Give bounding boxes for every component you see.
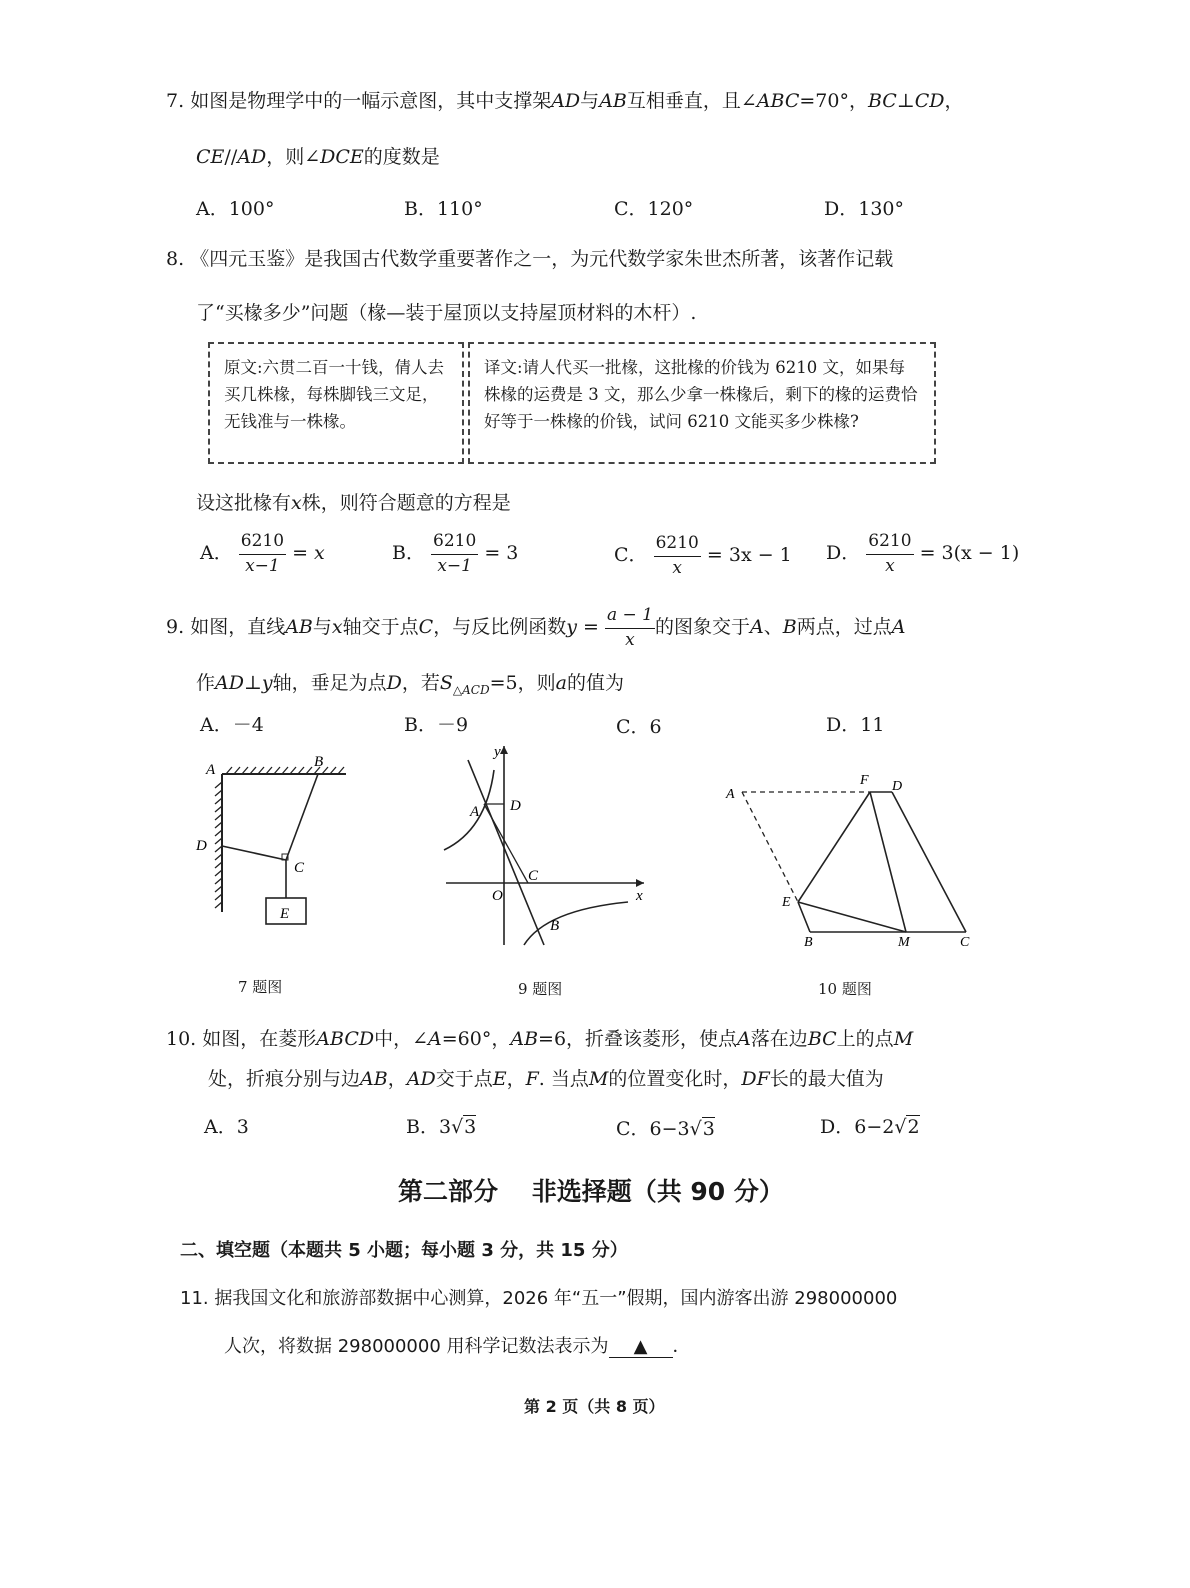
fig9-label-d: D — [510, 798, 521, 814]
fig10-label-a: A — [726, 787, 735, 802]
fig9-label-y: y — [494, 744, 501, 760]
q9-number: 9. — [166, 616, 185, 639]
figure-10 — [720, 766, 980, 950]
q8-option-a: A． $\frac{6210}{x-1}$ = x — [200, 531, 325, 576]
fig7-label-c: C — [294, 860, 305, 876]
q10-number: 10. — [166, 1028, 197, 1050]
q7-number: 7. — [166, 90, 185, 112]
fig7-label-e: E — [280, 906, 290, 922]
fig10-label-m: M — [898, 935, 910, 950]
figure-7 — [190, 752, 360, 932]
q8-option-d-fraction: $\frac{6210}{x}$ — [868, 531, 912, 576]
q11-line2: 人次，将数据 298000000 用科学记数法表示为 ▲ ． — [224, 1336, 691, 1357]
q8-option-a-fraction: $\frac{6210}{x-1}$ — [240, 531, 285, 576]
q7-option-c: C．120° — [614, 198, 694, 220]
q9-line1: 9. 如图，直线AB与x轴交于点C，与反比例函数y = $\frac{a - 1}{x}$ 的图象交于A、B两点，过点A — [166, 605, 906, 650]
answer-blank[interactable] — [609, 1336, 673, 1358]
q8-line1: 8. 《四元玉鉴》是我国古代数学重要著作之一，为元代数学家朱世杰所著，该著作记载 — [166, 248, 894, 270]
q10-option-a: A．3 — [204, 1116, 249, 1138]
fig9-label-a: A — [470, 804, 480, 820]
section2-heading: 二、填空题（本题共 5 小题；每小题 3 分，共 15 分） — [180, 1240, 628, 1261]
q8-setup: 设这批椽有x株，则符合题意的方程是 — [196, 492, 511, 514]
fig10-label-d: D — [892, 779, 903, 794]
fig9-label-x: x — [636, 888, 643, 904]
q9-line2: 作AD⊥y轴，垂足为点D，若$S_{\triangle ACD}=5$，则a的值为 — [196, 672, 624, 697]
fig7-label-d: D — [196, 838, 207, 854]
q9-function-fraction: $\frac{a - 1}{x}$ — [606, 605, 653, 650]
figure-9-caption: 9 题图 — [518, 980, 563, 998]
fig7-label-a: A — [206, 762, 216, 778]
q7-line2: CE//AD，则∠DCE的度数是 — [196, 146, 440, 168]
q7-option-a: A．100° — [196, 198, 275, 220]
q9-option-c: C．6 — [616, 716, 662, 738]
figure-7-caption: 7 题图 — [238, 978, 283, 996]
q9-option-b: B．－9 — [404, 714, 469, 736]
fig10-label-e: E — [782, 895, 791, 910]
fig7-label-b: B — [314, 754, 324, 770]
q8-option-c-fraction: $\frac{6210}{x}$ — [655, 533, 699, 578]
q10-option-c: C．6−3√3 — [616, 1118, 715, 1140]
q9-option-d: D．11 — [826, 714, 885, 736]
q8-option-b: B． $\frac{6210}{x-1}$ = 3 — [392, 531, 519, 576]
fig9-label-b: B — [550, 918, 560, 934]
fig9-label-o: O — [492, 888, 503, 904]
fig9-label-c: C — [528, 868, 539, 884]
q8-option-d: D． $\frac{6210}{x}$ = 3(x − 1) — [826, 531, 1020, 576]
part2-heading: 第二部分 非选择题（共 90 分） — [398, 1177, 784, 1206]
q11-number: 11. — [180, 1288, 209, 1309]
q9-option-a: A．－4 — [200, 714, 264, 736]
q10-option-b: B．3√3 — [406, 1116, 477, 1138]
triangle-marker-icon: ▲ — [633, 1336, 648, 1357]
q8-option-b-fraction: $\frac{6210}{x-1}$ — [433, 531, 477, 576]
fig10-label-c: C — [960, 935, 970, 950]
q11-line1: 11. 据我国文化和旅游部数据中心测算，2026 年“五一”假期，国内游客出游 298000000 — [180, 1288, 898, 1309]
figure-10-caption: 10 题图 — [818, 980, 872, 998]
q8-option-c: C． $\frac{6210}{x}$ = 3x − 1 — [614, 533, 792, 578]
translation-text-box: 译文:请人代买一批椽，这批椽的价钱为 6210 文，如果每株椽的运费是 3 文，那么少拿一株椽后，剩下的椽的运费恰好等于一株椽的价钱，试问 6210 文能买多少株椽? — [468, 342, 936, 464]
fig10-label-f: F — [860, 773, 869, 788]
q8-number: 8. — [166, 248, 185, 270]
q10-option-d: D．6−2√2 — [820, 1116, 920, 1138]
q7-line1: 7. 如图是物理学中的一幅示意图，其中支撑架AD与AB互相垂直，且∠ABC=70°，BC⊥CD， — [166, 90, 964, 112]
q10-line1: 10. 如图，在菱形ABCD中，∠A=60°，AB=6，折叠该菱形，使点A落在边BC上的点M — [166, 1028, 914, 1050]
q7-option-b: B．110° — [404, 198, 483, 220]
figure-9 — [436, 740, 656, 950]
q7-option-d: D．130° — [824, 198, 904, 220]
page-footer: 第 2 页（共 8 页） — [524, 1397, 665, 1416]
fig10-label-b: B — [804, 935, 813, 950]
original-text-box: 原文:六贯二百一十钱，倩人去买几株椽，每株脚钱三文足，无钱准与一株椽。 — [208, 342, 464, 464]
q8-line2: 了“买椽多少”问题（椽—装于屋顶以支持屋顶材料的木杆）. — [196, 302, 697, 324]
q10-line2: 处，折痕分别与边AB，AD交于点E，F. 当点M的位置变化时，DF长的最大值为 — [208, 1068, 884, 1090]
